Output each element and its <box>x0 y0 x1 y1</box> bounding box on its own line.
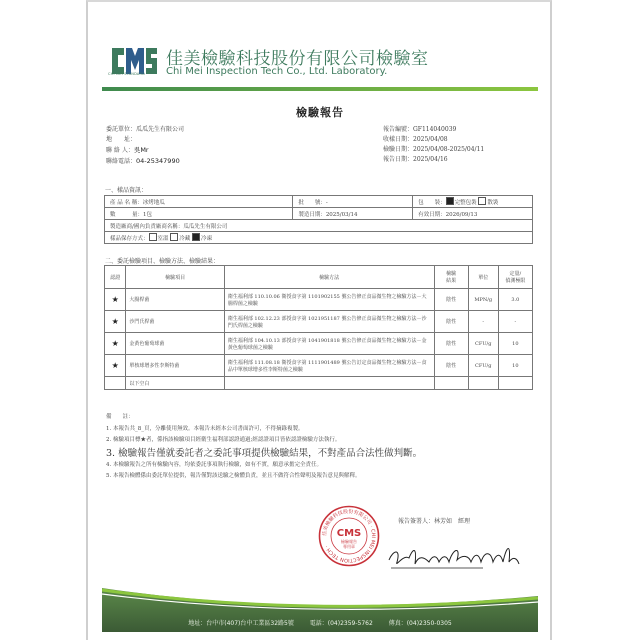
note-item: 2. 檢驗項目標★者，係指該檢驗項目經衛生福利部認證通過;經認證項目皆依認證檢驗方法執行。 <box>106 437 341 443</box>
report-number: 報告編號：GF114040039 <box>383 126 457 133</box>
table-row: ★ 大腸桿菌 衛生福利部 110.10.06 衛授食字第 1101902155 號公告修正食品微生物之檢驗方法－大腸桿菌之檢驗 陰性 MPN/g 3.0 <box>105 289 533 311</box>
note-item: 1. 本報告共_8_頁，分離使用無效。本報告未經本公司書面許可，不得摘錄複製。 <box>106 425 304 432</box>
header-result: 檢驗 結果 <box>434 266 468 289</box>
report-signer: 報告簽署人：林芳如 經理 <box>398 518 471 525</box>
footer-fax: 傳真：(04)2350-0305 <box>388 620 452 627</box>
client-phone: 聯絡電話：04-25347990 <box>106 157 180 165</box>
cert-star-icon: ★ <box>105 355 126 377</box>
test-results-table <box>104 265 533 390</box>
sample-section-title: 一、樣品資訊： <box>105 187 148 194</box>
company-name-en: Chi Mei Inspection Tech Co., Ltd. Laboratory. <box>166 66 388 77</box>
cert-star-icon: ★ <box>105 311 126 333</box>
note-item: 5. 本報告檢體係由委託單位提供，報告僅對該送驗之檢體負責，並且不做符合性聲明及報告意見與解釋。 <box>106 473 361 479</box>
note-item: 3. 檢驗報告僅就委託者之委託事項提供檢驗結果，不對產品合法性做判斷。 <box>106 447 423 459</box>
test-date: 檢驗日期：2025/04/08-2025/04/11 <box>383 146 485 153</box>
header-method: 檢驗方法 <box>224 266 434 289</box>
header-item: 檢驗項目 <box>126 266 224 289</box>
sample-info-table <box>104 195 533 244</box>
product-name: 產 品 名 稱：冰烤地瓜 <box>105 196 293 208</box>
footer-contact <box>102 618 538 627</box>
header-limit: 定量/ 偵測極限 <box>498 266 532 289</box>
svg-text:CMS: CMS <box>336 528 362 539</box>
manufacture-date: 製造日期：2025/03/14 <box>293 208 413 220</box>
client-contact: 聯 絡 人：吳Mr <box>106 146 149 154</box>
storage-frozen-checkbox <box>192 233 200 241</box>
client-info <box>106 125 184 167</box>
client-address: 地 址： <box>106 136 137 143</box>
company-name-cn: 佳美檢驗科技股份有限公司檢驗室 <box>166 49 429 69</box>
table-row: ★ 沙門氏桿菌 衛生福利部 102.12.23 部授食字第 1021951187 號公告修正食品微生物之檢驗方法－沙門氏桿菌之檢驗 陰性 - - <box>105 311 533 333</box>
footer-phone: 電話：(04)2359-5762 <box>309 620 373 627</box>
table-row: 以下空白 <box>105 377 533 390</box>
notes <box>106 412 422 483</box>
svg-text:專用章: 專用章 <box>343 544 355 549</box>
signature-icon <box>383 540 523 576</box>
receive-date: 收樣日期：2025/04/08 <box>383 136 448 143</box>
manufacturer: 製造廠商/國內負責廠商名稱：瓜瓜先生有限公司 <box>105 220 533 232</box>
storage-room-temp-checkbox <box>149 233 157 241</box>
cert-star-icon: ★ <box>105 333 126 355</box>
tests-section-title: 二、委託檢驗項目、檢驗方法、檢驗結果： <box>105 258 220 265</box>
footer-address: 地址：台中市(407)台中工業區32路5號 <box>188 620 294 627</box>
quantity: 數 量：1包 <box>105 208 293 220</box>
company-seal-icon <box>318 505 380 567</box>
report-title: 檢驗報告 <box>296 106 344 119</box>
header-divider <box>102 87 538 91</box>
storage-method: 樣品保存方式： 室溫 冷藏 冷凍 <box>105 232 533 244</box>
svg-text:佳美檢驗科技股份有限公司 · CHI MEI INSPECT: 佳美檢驗科技股份有限公司 · CHI MEI INSPECTION TECH · <box>321 508 377 564</box>
batch-number: 批 號：- <box>293 196 413 208</box>
storage-refrigerated-checkbox <box>170 233 178 241</box>
packaging: 包 裝： 完整包裝 散裝 <box>413 196 533 208</box>
report-meta <box>383 125 484 165</box>
logo-subtitle: CHI MEI STANDARD <box>108 72 146 76</box>
expiry-date: 有效日期：2026/09/13 <box>413 208 533 220</box>
notes-title: 備 註： <box>106 414 134 420</box>
cert-star-icon: ★ <box>105 289 126 311</box>
table-row: ★ 單核球增多性李斯特菌 衛生福利部 111.08.18 衛授食字第 1111901489 號公告訂定食品微生物之檢驗方法－食品中單核球增多性李斯特菌之檢驗 陰性 CFU/g 10 <box>105 355 533 377</box>
table-row: ★ 金黃色葡萄球菌 衛生福利部 104.10.13 部授食字第 1041901818 號公告修正食品微生物之檢驗方法－金黃色葡萄球菌之檢驗 陰性 CFU/g 10 <box>105 333 533 355</box>
header-cert: 認證 <box>105 266 126 289</box>
note-item: 4. 本檢驗報告之所有檢驗內容，均依委託事項執行檢驗，如有不實，願意承擔完全責任。 <box>106 461 322 468</box>
client-unit: 委託單位：瓜瓜先生有限公司 <box>106 126 185 133</box>
packaging-bulk-checkbox <box>478 197 486 205</box>
svg-text:檢驗報告: 檢驗報告 <box>341 539 357 544</box>
header-unit: 單位 <box>468 266 498 289</box>
packaging-complete-checkbox <box>446 197 454 205</box>
report-date: 報告日期：2025/04/16 <box>383 156 448 163</box>
